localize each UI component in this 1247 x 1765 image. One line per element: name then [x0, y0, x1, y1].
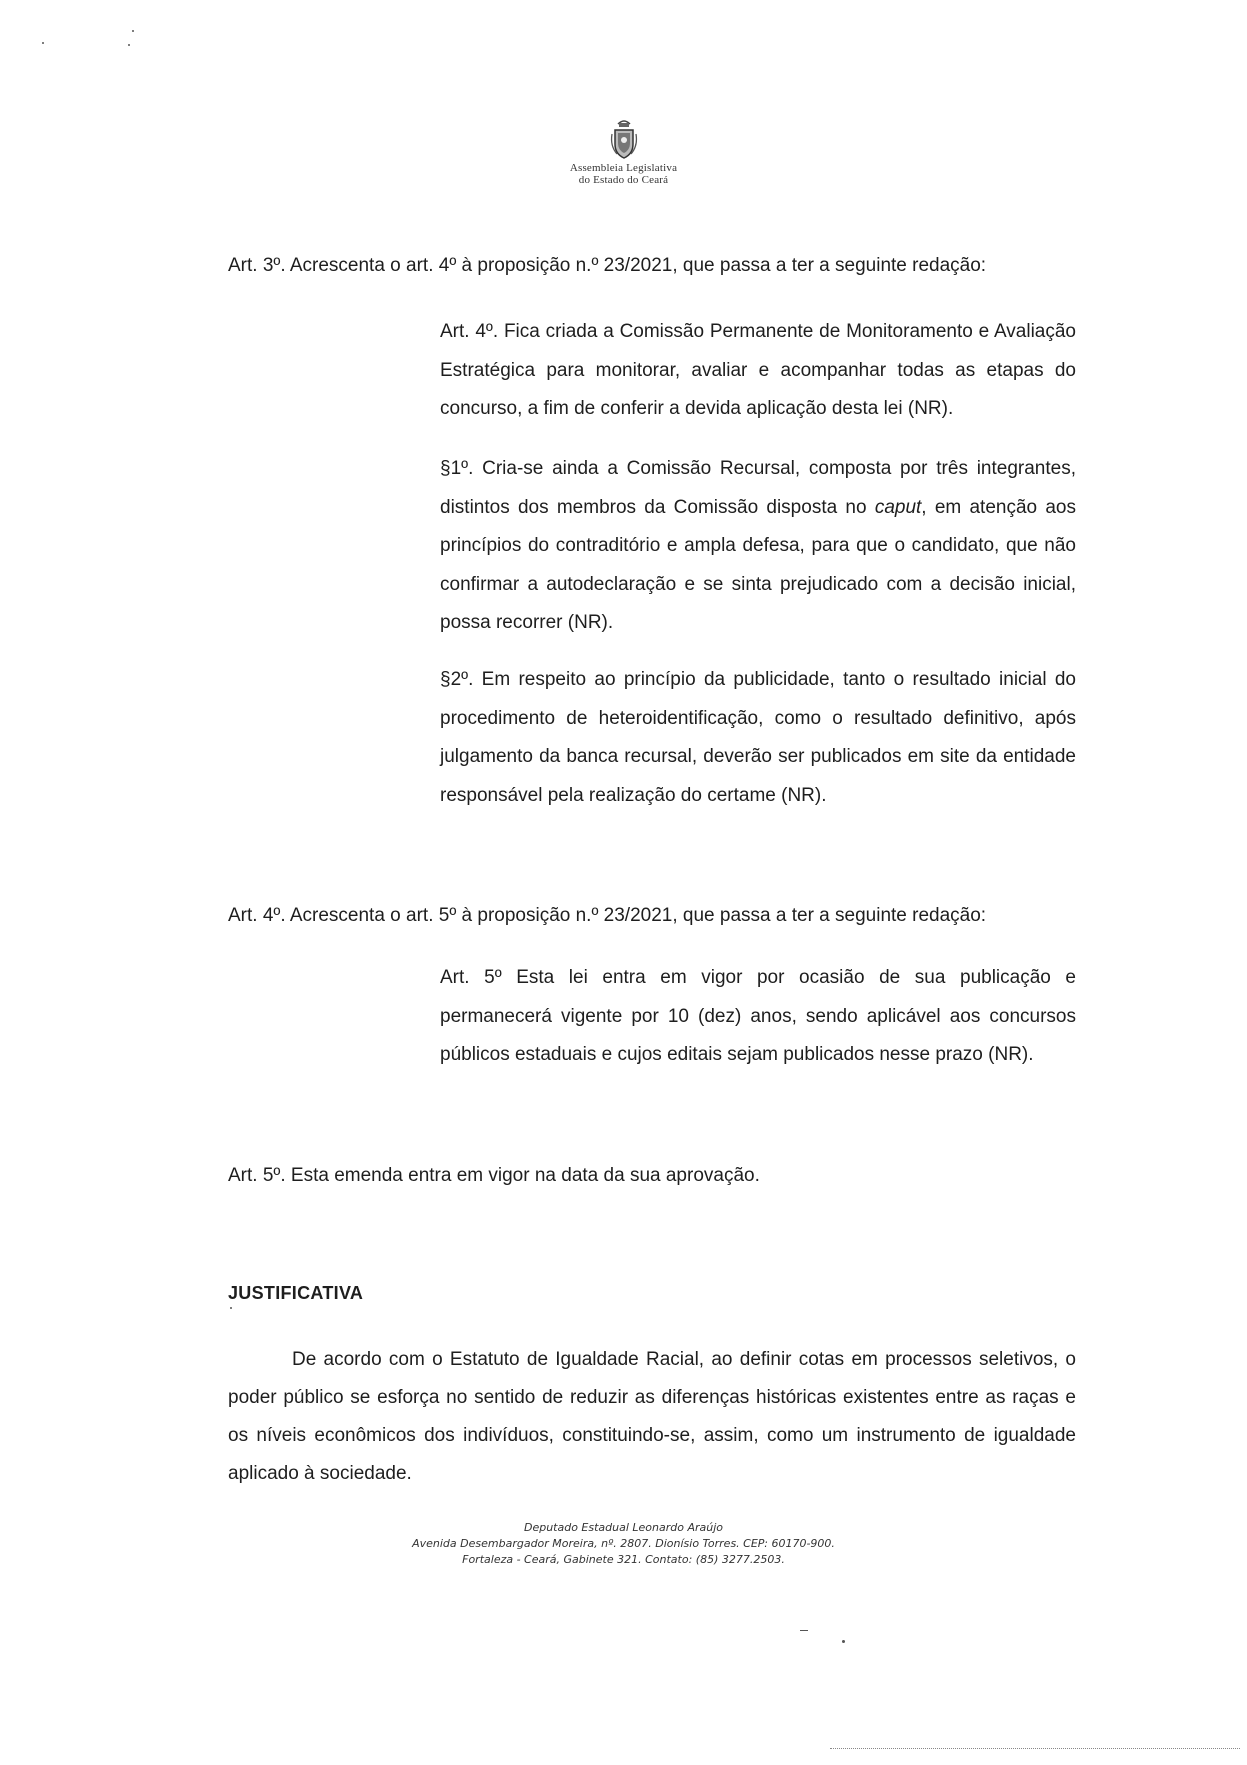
justificativa-heading: JUSTIFICATIVA [228, 1283, 364, 1303]
footer-address: Avenida Desembargador Moreira, nº. 2807. Dionísio Torres. CEP: 60170-900. [412, 1537, 835, 1550]
art3-intro: Art. 3º. Acrescenta o art. 4º à proposição n.º 23/2021, que passa a ter a seguinte redação: [228, 255, 987, 276]
scan-speck [842, 1640, 845, 1643]
art5-text: Art. 5º. Esta emenda entra em vigor na data da sua aprovação. [228, 1165, 760, 1186]
institution-name-line-2: do Estado do Ceará [578, 174, 669, 186]
letterhead [0, 118, 1247, 186]
scan-edge-line [830, 1748, 1240, 1750]
footer-deputy-name: Deputado Estadual Leonardo Araújo [523, 1521, 724, 1534]
art3-paragraph-2 [440, 661, 1076, 815]
paragraph-1-text-end: , em atenção aos princípios do contraditório e ampla defesa, para que o candidato, que não confirmar a autodeclaração e se sinta prejudicado com a decisão inicial, possa recorrer (NR). [440, 496, 1076, 633]
coat-of-arms-icon [609, 118, 639, 162]
justificativa-paragraph: De acordo com o Estatuto de Igualdade Racial, ao definir cotas em processos seletivos, o poder público se esforça no sentido de reduzir as diferenças históricas existentes entre as raças e os níveis econômicos dos indivíduos, constituindo-se, assim, como um instrumento de igualdade aplicado à sociedade. [228, 1349, 1076, 1484]
art4-intro: Art. 4º. Acrescenta o art. 5º à proposição n.º 23/2021, que passa a ter a seguinte redação: [228, 905, 987, 926]
art4-new-text: Art. 4º. Fica criada a Comissão Permanente de Monitoramento e Avaliação Estratégica para monitorar, avaliar e acompanhar todas as etapas do concurso, a fim de conferir a devida aplicação desta lei (NR). [440, 321, 1076, 419]
art5-new-text: Art. 5º Esta lei entra em vigor por ocasião de sua publicação e permanecerá vigente por 10 (dez) anos, sendo aplicável aos concursos públicos estaduais e cujos editais sejam publicados nesse prazo (NR). [440, 967, 1076, 1065]
scan-speck [230, 1307, 232, 1309]
art3-quoted-block [440, 313, 1076, 429]
justificativa-body [228, 1341, 1076, 1493]
scan-speck [800, 1630, 808, 1631]
footer-contact-info: Fortaleza - Ceará, Gabinete 321. Contato: (85) 3277.2503. [462, 1553, 785, 1566]
caput-term: caput [874, 496, 922, 518]
art3-paragraph-1 [440, 450, 1076, 643]
paragraph-1-text-start: §1º. Cria-se ainda a Comissão Recursal, composta por três integrantes, distintos dos membros da Comissão disposta no [440, 458, 1076, 518]
paragraph-1-text [440, 450, 1076, 643]
art4-quoted-block [440, 959, 1076, 1075]
paragraph-2-text: §2º. Em respeito ao princípio da publicidade, tanto o resultado inicial do procedimento de heteroidentificação, como o resultado definitivo, após julgamento da banca recursal, deverão ser publicados em site da entidade responsável pela realização do certame (NR). [440, 669, 1076, 806]
scan-speck [128, 44, 130, 46]
scan-speck [132, 30, 134, 32]
institution-name-line-1: Assembleia Legislativa [569, 162, 678, 174]
footer-contact [0, 1520, 1247, 1568]
scan-speck [42, 42, 44, 44]
